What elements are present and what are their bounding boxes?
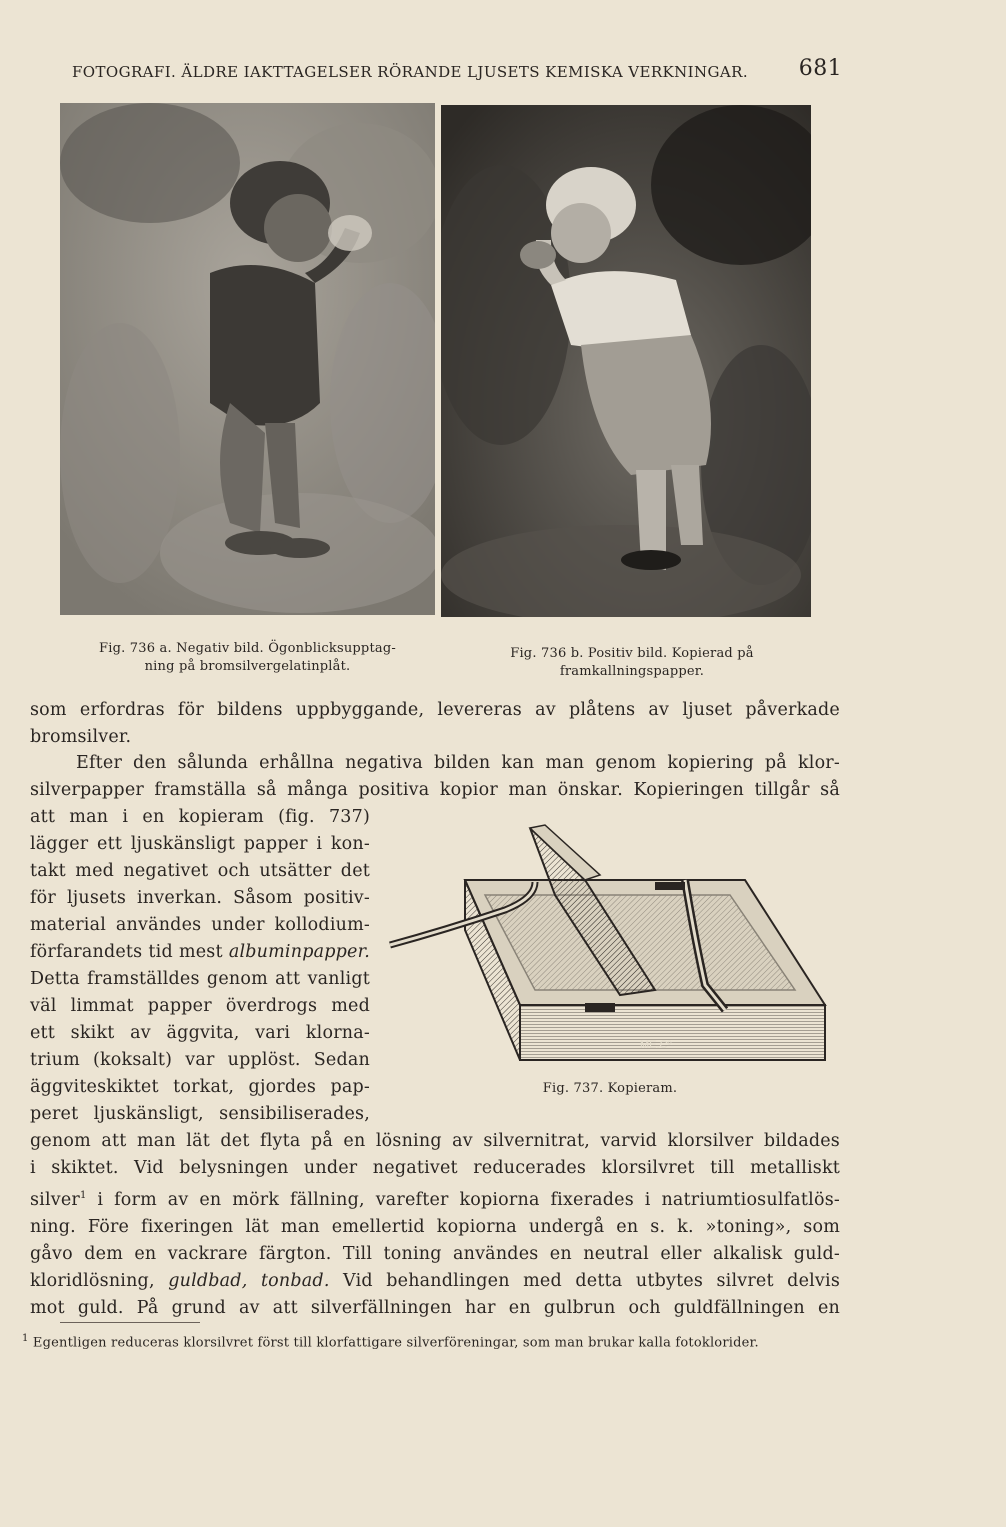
caption-line: Fig. 736 b. Positiv bild. Kopierad på [510,646,754,661]
text-line: silverpapper framställa så många positiva kopior man önskar. Kopieringen tillgår så [30,780,840,800]
text-line [30,1268,840,1295]
text-line: takt med negativet och utsätter det [30,861,370,881]
text-line: för ljusets inverkan. Såsom positiv- [30,888,370,908]
text-line [30,1182,840,1214]
text-line: ett skikt av äggvita, vari klorna- [30,1023,370,1043]
text-line: lägger ett ljuskänsligt papper i kon- [30,834,370,854]
running-title: FOTOGRAFI. ÄLDRE IAKTTAGELSER RÖRANDE LJUSETS KEMISKA VERKNINGAR. [72,63,748,81]
positive-photo [441,105,811,617]
text-line: Detta framställdes genom att vanligt [30,969,370,989]
text-line: gåvo dem en vackrare färgton. Till toning användes en neutral eller alkalisk guld- [30,1243,840,1264]
text-line: som erfordras för bildens uppbyggande, levereras av plåtens av ljuset påverkade [30,700,840,720]
caption-line: ning på bromsilvergelatinplåt. [144,659,351,674]
text-line: mot guld. På grund av att silverfällningen har en gulbrun och guldfällningen en [30,1297,840,1318]
text-line: äggviteskiktet torkat, gjordes pap- [30,1077,370,1097]
text-segment: silver [30,1189,80,1210]
text-segment: kloridlösning, [30,1270,155,1291]
paragraph-column [30,804,370,1128]
text-line: peret ljuskänsligt, sensibiliserades, [30,1104,370,1124]
footnote-number: 1 [22,1333,29,1344]
text-segment: förfarandets tid mest [30,942,223,962]
text-line [30,939,370,966]
text-line: genom att man lät det flyta på en lösning av silvernitrat, varvid klorsilver bildades [30,1131,840,1151]
text-line: väl limmat papper överdrogs med [30,996,370,1016]
footnote-text: Egentligen reduceras klorsilvret först till klorfattigare silverföreningar, som man brukar kalla fotoklorider. [28,1335,759,1351]
text-line: material användes under kollodium- [30,915,370,935]
text-line: att man i en kopieram (fig. 737) [30,807,370,827]
caption-line: Fig. 736 a. Negativ bild. Ögonblicksupptag- [99,641,396,656]
text-line: i skiktet. Vid belysningen under negativet reducerades klorsilvret till metalliskt [30,1158,840,1178]
figure-caption-737: Fig. 737. Kopieram. [542,1081,678,1096]
italic-term: tonbad. [260,1270,330,1291]
italic-term: guldbad, [168,1270,248,1291]
running-header [72,56,842,90]
italic-term: albuminpapper. [228,942,370,962]
text-line: bromsilver. [30,727,132,747]
figure-caption-736a [60,640,435,676]
footnote-marker[interactable]: 1 [79,1190,87,1201]
negative-photo [60,103,435,615]
caption-line: framkallningspapper. [559,664,705,679]
paragraph [30,697,840,751]
printing-frame-illustration [385,820,830,1075]
paragraph [30,750,840,804]
page-number: 681 [798,56,842,81]
footnote-divider [60,1322,200,1323]
figure-caption-736b [462,645,802,681]
text-line: trium (koksalt) var upplöst. Sedan [30,1050,370,1070]
footnote [22,1330,842,1351]
maker-mark: ME.Cº [640,1039,672,1051]
text-segment: i form av en mörk fällning, varefter kopiorna fixerades i natriumtiosulfatlös- [86,1189,840,1210]
paragraph [30,1128,840,1322]
text-line: Efter den sålunda erhållna negativa bilden kan man genom kopiering på klor- [76,753,840,773]
text-line: ning. Före fixeringen lät man emellertid kopiorna undergå en s. k. »toning», som [30,1216,840,1237]
text-segment: Vid behandlingen med detta utbytes silvret delvis [329,1270,840,1291]
